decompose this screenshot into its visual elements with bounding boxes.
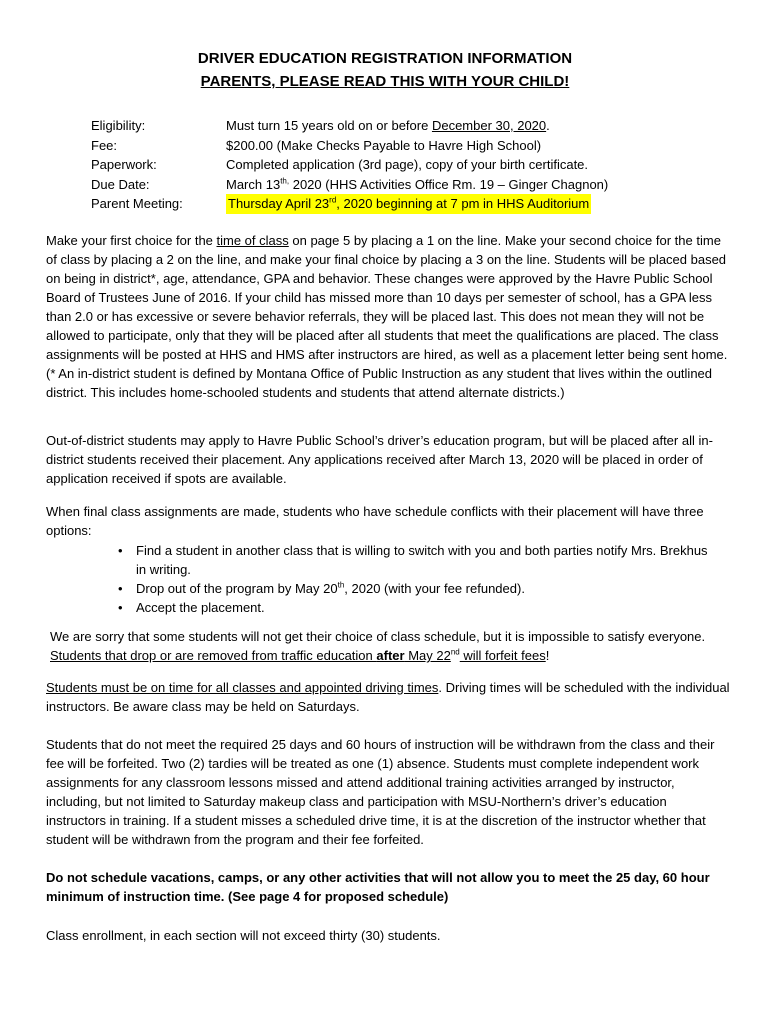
p4-end: ! (545, 648, 550, 663)
p4-text-a: We are sorry that some students will not get their choice of class schedule, but it is impossible to satisfy everyone. (50, 629, 706, 644)
fee-label: Fee: (91, 137, 118, 153)
meeting-suffix: , 2020 beginning at 7 pm in HHS Auditorium (336, 196, 590, 211)
parent-meeting-value (226, 194, 591, 214)
p4-bold-wrap (376, 648, 404, 663)
paragraph-class-choice (46, 231, 730, 402)
p4-underlined-3: will forfeit fees (459, 648, 546, 663)
meeting-prefix: Thursday April 23 (228, 196, 330, 211)
info-table (91, 116, 608, 214)
paragraph-enrollment-limit: Class enrollment, in each section will not exceed thirty (30) students. (46, 928, 441, 943)
p5-text: . Driving times will be scheduled with the individual instructors. Be aware class may be held on Saturdays. (46, 680, 730, 714)
eligibility-prefix: Must turn 15 years old on or before (226, 118, 432, 133)
eligibility-value (226, 116, 550, 136)
option-accept: • Accept the placement. (118, 598, 718, 617)
options-list (118, 541, 718, 617)
p4-underlined-1: Students that drop or are removed from traffic education (50, 648, 377, 663)
paragraph-no-vacations: Do not schedule vacations, camps, or any other activities that will not allow you to meet the 25 day, 60 hour minimum of instruction time. (See page 4 for proposed schedule) (46, 870, 710, 904)
option-drop-out (118, 579, 718, 598)
fee-value: $200.00 (Make Checks Payable to Havre High School) (226, 137, 542, 153)
paragraph-on-time (46, 678, 730, 716)
eligibility-date: December 30, 2020 (431, 118, 547, 133)
due-date-sup: th, (280, 176, 290, 186)
due-date-label: Due Date: (91, 176, 150, 192)
p1-underlined: time of class (216, 233, 289, 248)
paragraph-attendance-requirements: Students that do not meet the required 25 days and 60 hours of instruction will be withdrawn from the class and their fee will be forfeited. Two (2) tardies will be treated as one (1) absence. Students must complete independent work assignments for any classroom lessons missed and attend additional training activities arranged by instructor, including, but not limited to Saturday makeup class and participation with MSU-Northern’s driver’s education instructors in training. If a student misses a scheduled drive time, it is at the discretion of the instructor whether that student will be withdrawn from the program and their fee forfeited. (46, 737, 715, 847)
opt2-text-b: , 2020 (with your fee refunded). (344, 581, 525, 596)
p4-underlined-2: May 22 (404, 648, 451, 663)
page-title: DRIVER EDUCATION REGISTRATION INFORMATION (197, 50, 573, 67)
parent-meeting-label: Parent Meeting: (91, 196, 183, 211)
due-date-prefix: March 13 (226, 176, 281, 192)
opt2-text-a: Drop out of the program by May 20 (136, 581, 338, 596)
info-row-eligibility (91, 116, 608, 136)
due-date-suffix: 2020 (HHS Activities Office Rm. 19 – Ginger Chagnon) (289, 176, 609, 192)
due-date-value (226, 175, 608, 195)
paragraph-out-of-district: Out-of-district students may apply to Havre Public School’s driver’s education program, but will be placed after all in-district students received their placement. Any applications received after March 13, 2020 will be placed in order of application received if spots are available. (46, 433, 713, 486)
p5-underlined: Students must be on time for all classes and appointed driving times (46, 680, 439, 695)
info-row-due-date (91, 175, 608, 195)
paragraph-apology (50, 627, 734, 665)
option-switch: • Find a student in another class that is willing to switch with you and both parties notify Mrs. Brekhus in writing. (118, 541, 718, 579)
eligibility-suffix: . (546, 118, 550, 133)
info-row-paperwork (91, 155, 608, 175)
p4-bold: after (376, 648, 405, 663)
paperwork-label: Paperwork: (91, 157, 157, 172)
info-row-parent-meeting (91, 194, 608, 214)
p4-sup: nd (450, 647, 460, 657)
eligibility-label: Eligibility: (91, 118, 146, 133)
info-row-fee (91, 136, 608, 156)
p1-text-a: Make your first choice for the (46, 233, 217, 248)
page-subtitle: PARENTS, PLEASE READ THIS WITH YOUR CHILD! (200, 73, 570, 90)
p1-text-b: on page 5 by placing a 1 on the line. Make your second choice for the time of class by placing a 2 on the line, and make your final choice by placing a 3 on the line. Students will be placed based on being in district*, age, attendance, GPA and behavior. These changes were approved by the Havre Public School Board of Trustees June of 2016. If your child has missed more than 10 days per semester of school, has a GPA less than 2.0 or has excessive or severe behavior referrals, they will be placed last. This does not mean they will not be allowed to participate, only that they will be placed after all students that meet the qualifications are placed. The class assignments will be posted at HHS and HMS after instructors are hired, as well as a placement letter being sent home. (* An in-district student is defined by Montana Office of Public Instruction as any student that lives within the outlined district. This includes home-schooled students and students that attend alternate districts.) (46, 233, 728, 400)
paragraph-schedule-conflicts: When final class assignments are made, students who have schedule conflicts with their placement will have three options: (46, 504, 704, 538)
opt2-sup: th (337, 580, 345, 590)
meeting-sup: rd (329, 195, 337, 205)
paperwork-value: Completed application (3rd page), copy of your birth certificate. (226, 157, 589, 172)
